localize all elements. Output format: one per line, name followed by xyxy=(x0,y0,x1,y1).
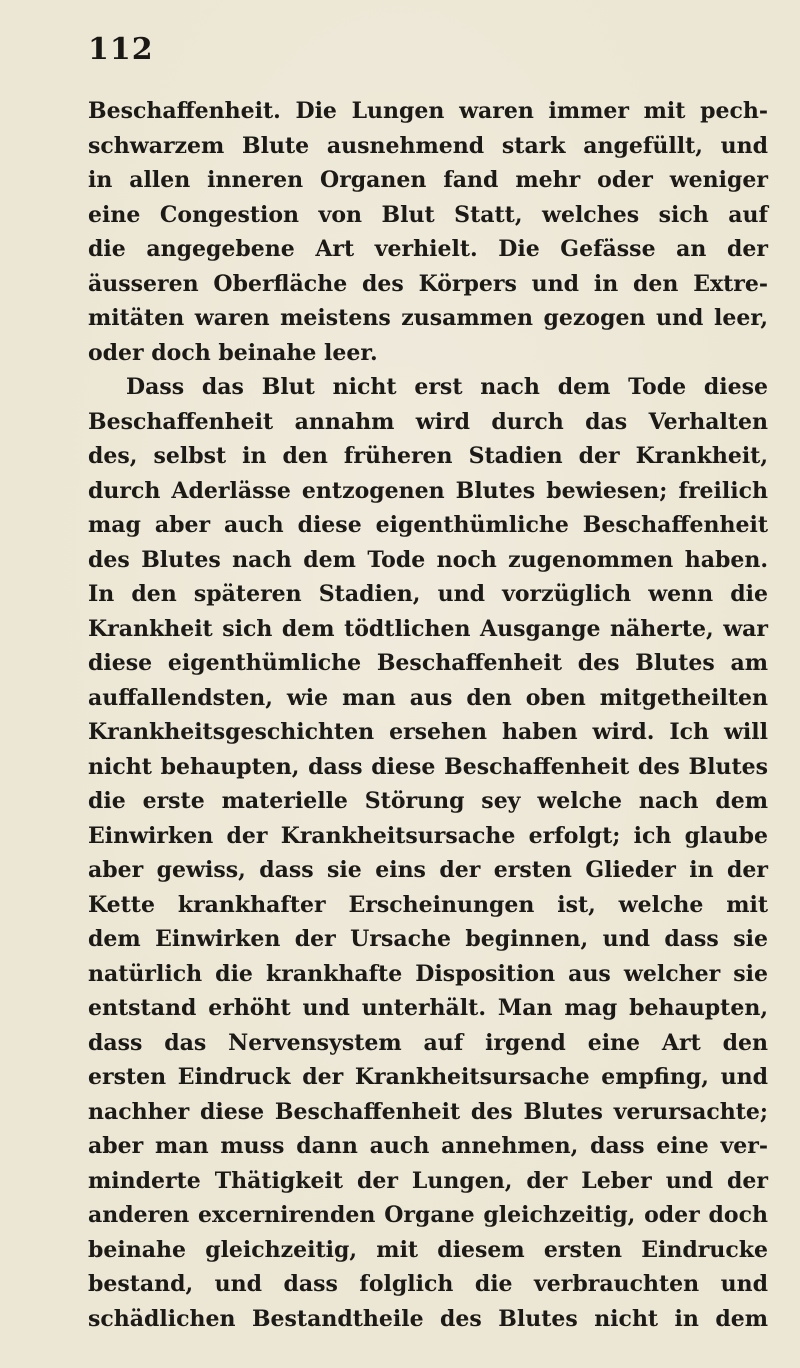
text-line: mitäten waren meistens zusammen gezogen und leer, xyxy=(88,305,768,331)
text-line: aber gewiss, dass sie eins der ersten Glieder in der xyxy=(88,857,768,883)
text-line: Dass das Blut nicht erst nach dem Tode diese xyxy=(126,374,768,400)
text-line: nachher diese Beschaffenheit des Blutes verursachte; xyxy=(88,1098,768,1125)
text-line: schädlichen Bestandtheile des Blutes nicht in dem xyxy=(88,1305,768,1332)
text-line: durch Aderlässe entzogenen Blutes bewiesen; freilich xyxy=(88,477,768,504)
text-line: dass das Nervensystem auf irgend eine Art den xyxy=(88,1029,768,1056)
text-line: minderte Thätigkeit der Lungen, der Leber und der xyxy=(88,1167,768,1194)
text-line: Kette krankhafter Erscheinungen ist, welche mit xyxy=(88,891,768,918)
text-line: die erste materielle Störung sey welche nach dem xyxy=(88,788,768,814)
page-number: 112 xyxy=(88,32,154,67)
text-line: ersten Eindruck der Krankheitsursache empfing, und xyxy=(88,1064,768,1090)
text-line: Krankheit sich dem tödtlichen Ausgange näherte, war xyxy=(88,615,768,642)
text-line: Beschaffenheit annahm wird durch das Verhalten xyxy=(88,408,768,435)
text-line: Krankheitsgeschichten ersehen haben wird. Ich will xyxy=(88,719,768,745)
text-line: diese eigenthümliche Beschaffenheit des Blutes am xyxy=(88,650,768,676)
text-line: auffallendsten, wie man aus den oben mitgetheilten xyxy=(88,684,768,711)
text-line: Einwirken der Krankheitsursache erfolgt; ich glaube xyxy=(88,822,768,849)
body-text xyxy=(88,94,768,1336)
text-line: des, selbst in den früheren Stadien der Krankheit, xyxy=(88,443,768,469)
text-line: In den späteren Stadien, und vorzüglich wenn die xyxy=(88,581,768,607)
text-line: schwarzem Blute ausnehmend stark angefüllt, und xyxy=(88,132,768,159)
text-line: Beschaffenheit. Die Lungen waren immer mit pech- xyxy=(88,98,768,124)
text-line: die angegebene Art verhielt. Die Gefässe an der xyxy=(88,236,768,262)
text-line: natürlich die krankhafte Disposition aus welcher sie xyxy=(88,960,768,987)
text-line: oder doch beinahe leer. xyxy=(88,339,378,366)
text-line: bestand, und dass folglich die verbrauchten und xyxy=(88,1271,768,1297)
text-line: dem Einwirken der Ursache beginnen, und dass sie xyxy=(88,926,768,952)
text-line: eine Congestion von Blut Statt, welches sich auf xyxy=(88,201,768,228)
text-line: mag aber auch diese eigenthümliche Beschaffenheit xyxy=(88,512,768,538)
text-line: nicht behaupten, dass diese Beschaffenheit des Blutes xyxy=(88,753,768,780)
text-line: in allen inneren Organen fand mehr oder weniger xyxy=(88,167,768,193)
text-line: beinahe gleichzeitig, mit diesem ersten Eindrucke xyxy=(88,1236,768,1263)
text-line: äusseren Oberfläche des Körpers und in den Extre- xyxy=(88,270,768,297)
text-line: anderen excernirenden Organe gleichzeitig, oder doch xyxy=(88,1202,768,1228)
text-line: des Blutes nach dem Tode noch zugenommen haben. xyxy=(88,546,768,573)
text-line: entstand erhöht und unterhält. Man mag behaupten, xyxy=(88,995,768,1021)
text-line: aber man muss dann auch annehmen, dass eine ver- xyxy=(88,1133,768,1159)
